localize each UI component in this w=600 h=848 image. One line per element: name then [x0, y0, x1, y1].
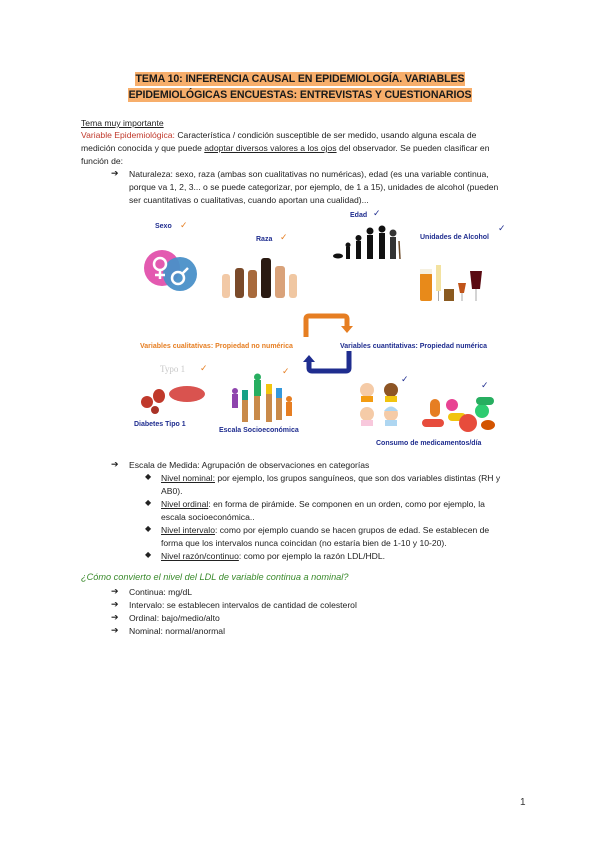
label-cualitativas: Variables cualitativas: Propiedad no numérica: [140, 343, 293, 350]
label-alcohol: Unidades de Alcohol: [420, 234, 489, 241]
definition-line-2: medición conocida y que puede adoptar diversos valores a los ojos del observador. Se pueden clasificar en: [81, 143, 490, 153]
escala-heading: Escala de Medida: Agrupación de observaciones en categorías: [129, 460, 370, 470]
check-icon: ✓: [180, 220, 188, 230]
escala-item-ordinal: Nivel ordinal: en forma de pirámide. Se componen en un orden, como por ejemplo, la: [161, 499, 485, 509]
ldl-item-continua: Continua: mg/dL: [129, 587, 193, 597]
babies-icon: [355, 380, 405, 430]
arrow-bullet-icon: ➔: [111, 586, 119, 596]
label-raza: Raza: [256, 236, 273, 243]
label-socioeconomica: Escala Socioeconómica: [219, 427, 299, 434]
ldl-item-intervalo: Intervalo: se establecen intervalos de cantidad de colesterol: [129, 600, 357, 610]
escala-item-intervalo-cont: forma que los intervalos nunca coincidan (no estaría bien de 1-10 y 10-20).: [161, 538, 447, 548]
naturaleza-line-3: ser cuantitativas o cualitativas, cuando aportan una cualidad)...: [129, 195, 369, 205]
gender-symbols-icon: [142, 248, 200, 292]
title-line-1: TEMA 10: INFERENCIA CAUSAL EN EPIDEMIOLOGÍA. VARIABLES: [135, 73, 465, 85]
socioeconomic-people-icon: [228, 372, 296, 426]
definition-line-1: Variable Epidemiológica: Característica / condición susceptible de ser medido, usando alguna escala de: [81, 130, 477, 140]
label-edad: Edad: [350, 212, 368, 219]
naturaleza-line-1: Naturaleza: sexo, raza (ambas son cualitativas no numéricas), edad (es una variable continua,: [129, 169, 489, 179]
definition-line-3: función de:: [81, 156, 124, 166]
ldl-question: ¿Cómo convierto el nivel del LDL de variable continua a nominal?: [81, 572, 349, 582]
escala-item-ordinal-cont: escala socioeconómica..: [161, 512, 255, 522]
check-icon: ✓: [280, 232, 288, 242]
arrow-bullet-icon: ➔: [111, 599, 119, 609]
kidney-pancreas-icon: [135, 380, 210, 416]
age-evolution-icon: [332, 223, 404, 261]
term-label: Variable Epidemiológica:: [81, 130, 175, 140]
escala-item-intervalo: Nivel intervalo: como por ejemplo cuando se hacen grupos de edad. Se establecen de: [161, 525, 490, 535]
check-icon: ✓: [481, 380, 489, 390]
diamond-bullet-icon: ◆: [145, 472, 152, 481]
escala-item-nominal-cont: AB0).: [161, 486, 183, 496]
arrow-bullet-icon: ➔: [111, 625, 119, 635]
check-icon: ✓: [401, 374, 409, 384]
diamond-bullet-icon: ◆: [145, 524, 152, 533]
label-cuantitativas: Variables cuantitativas: Propiedad numérica: [340, 343, 488, 350]
pills-icon: [420, 393, 500, 435]
naturaleza-line-2: porque va 1, 2, 3... o se puede categorizar, por ejemplo, de 1 a 15), unidades de alcohol (pueden: [129, 182, 499, 192]
ldl-item-nominal: Nominal: normal/anormal: [129, 626, 225, 636]
label-sexo: Sexo: [155, 223, 172, 230]
escala-item-nominal: Nivel nominal: por ejemplo, los grupos sanguíneos, que son dos variables distintas (RH y: [161, 473, 501, 483]
check-icon: ✓: [282, 366, 290, 376]
title-line-2: EPIDEMIOLÓGICAS ENCUESTAS: ENTREVISTAS Y CUESTIONARIOS: [128, 89, 472, 101]
check-icon: ✓: [200, 363, 208, 373]
arrow-bullet-icon: ➔: [111, 459, 119, 469]
ldl-item-ordinal: Ordinal: bajo/medio/alto: [129, 613, 220, 623]
diamond-bullet-icon: ◆: [145, 550, 152, 559]
escala-item-razon: Nivel razón/continuo: como por ejemplo la razón LDL/HDL.: [161, 551, 386, 561]
diamond-bullet-icon: ◆: [145, 498, 152, 507]
arrow-bullet-icon: ➔: [111, 168, 119, 178]
label-medicamentos: Consumo de medicamentos/día: [376, 440, 482, 447]
label-tipo1: Typo 1: [160, 364, 186, 374]
alcohol-drinks-icon: [418, 263, 490, 303]
label-diabetes: Diabetes Tipo 1: [134, 421, 186, 428]
page-number: 1: [520, 797, 526, 808]
raised-hands-icon: [218, 254, 308, 298]
arrow-bullet-icon: ➔: [111, 612, 119, 622]
check-icon: ✓: [498, 223, 506, 233]
important-note: Tema muy importante: [81, 118, 164, 128]
check-icon: ✓: [373, 208, 381, 218]
